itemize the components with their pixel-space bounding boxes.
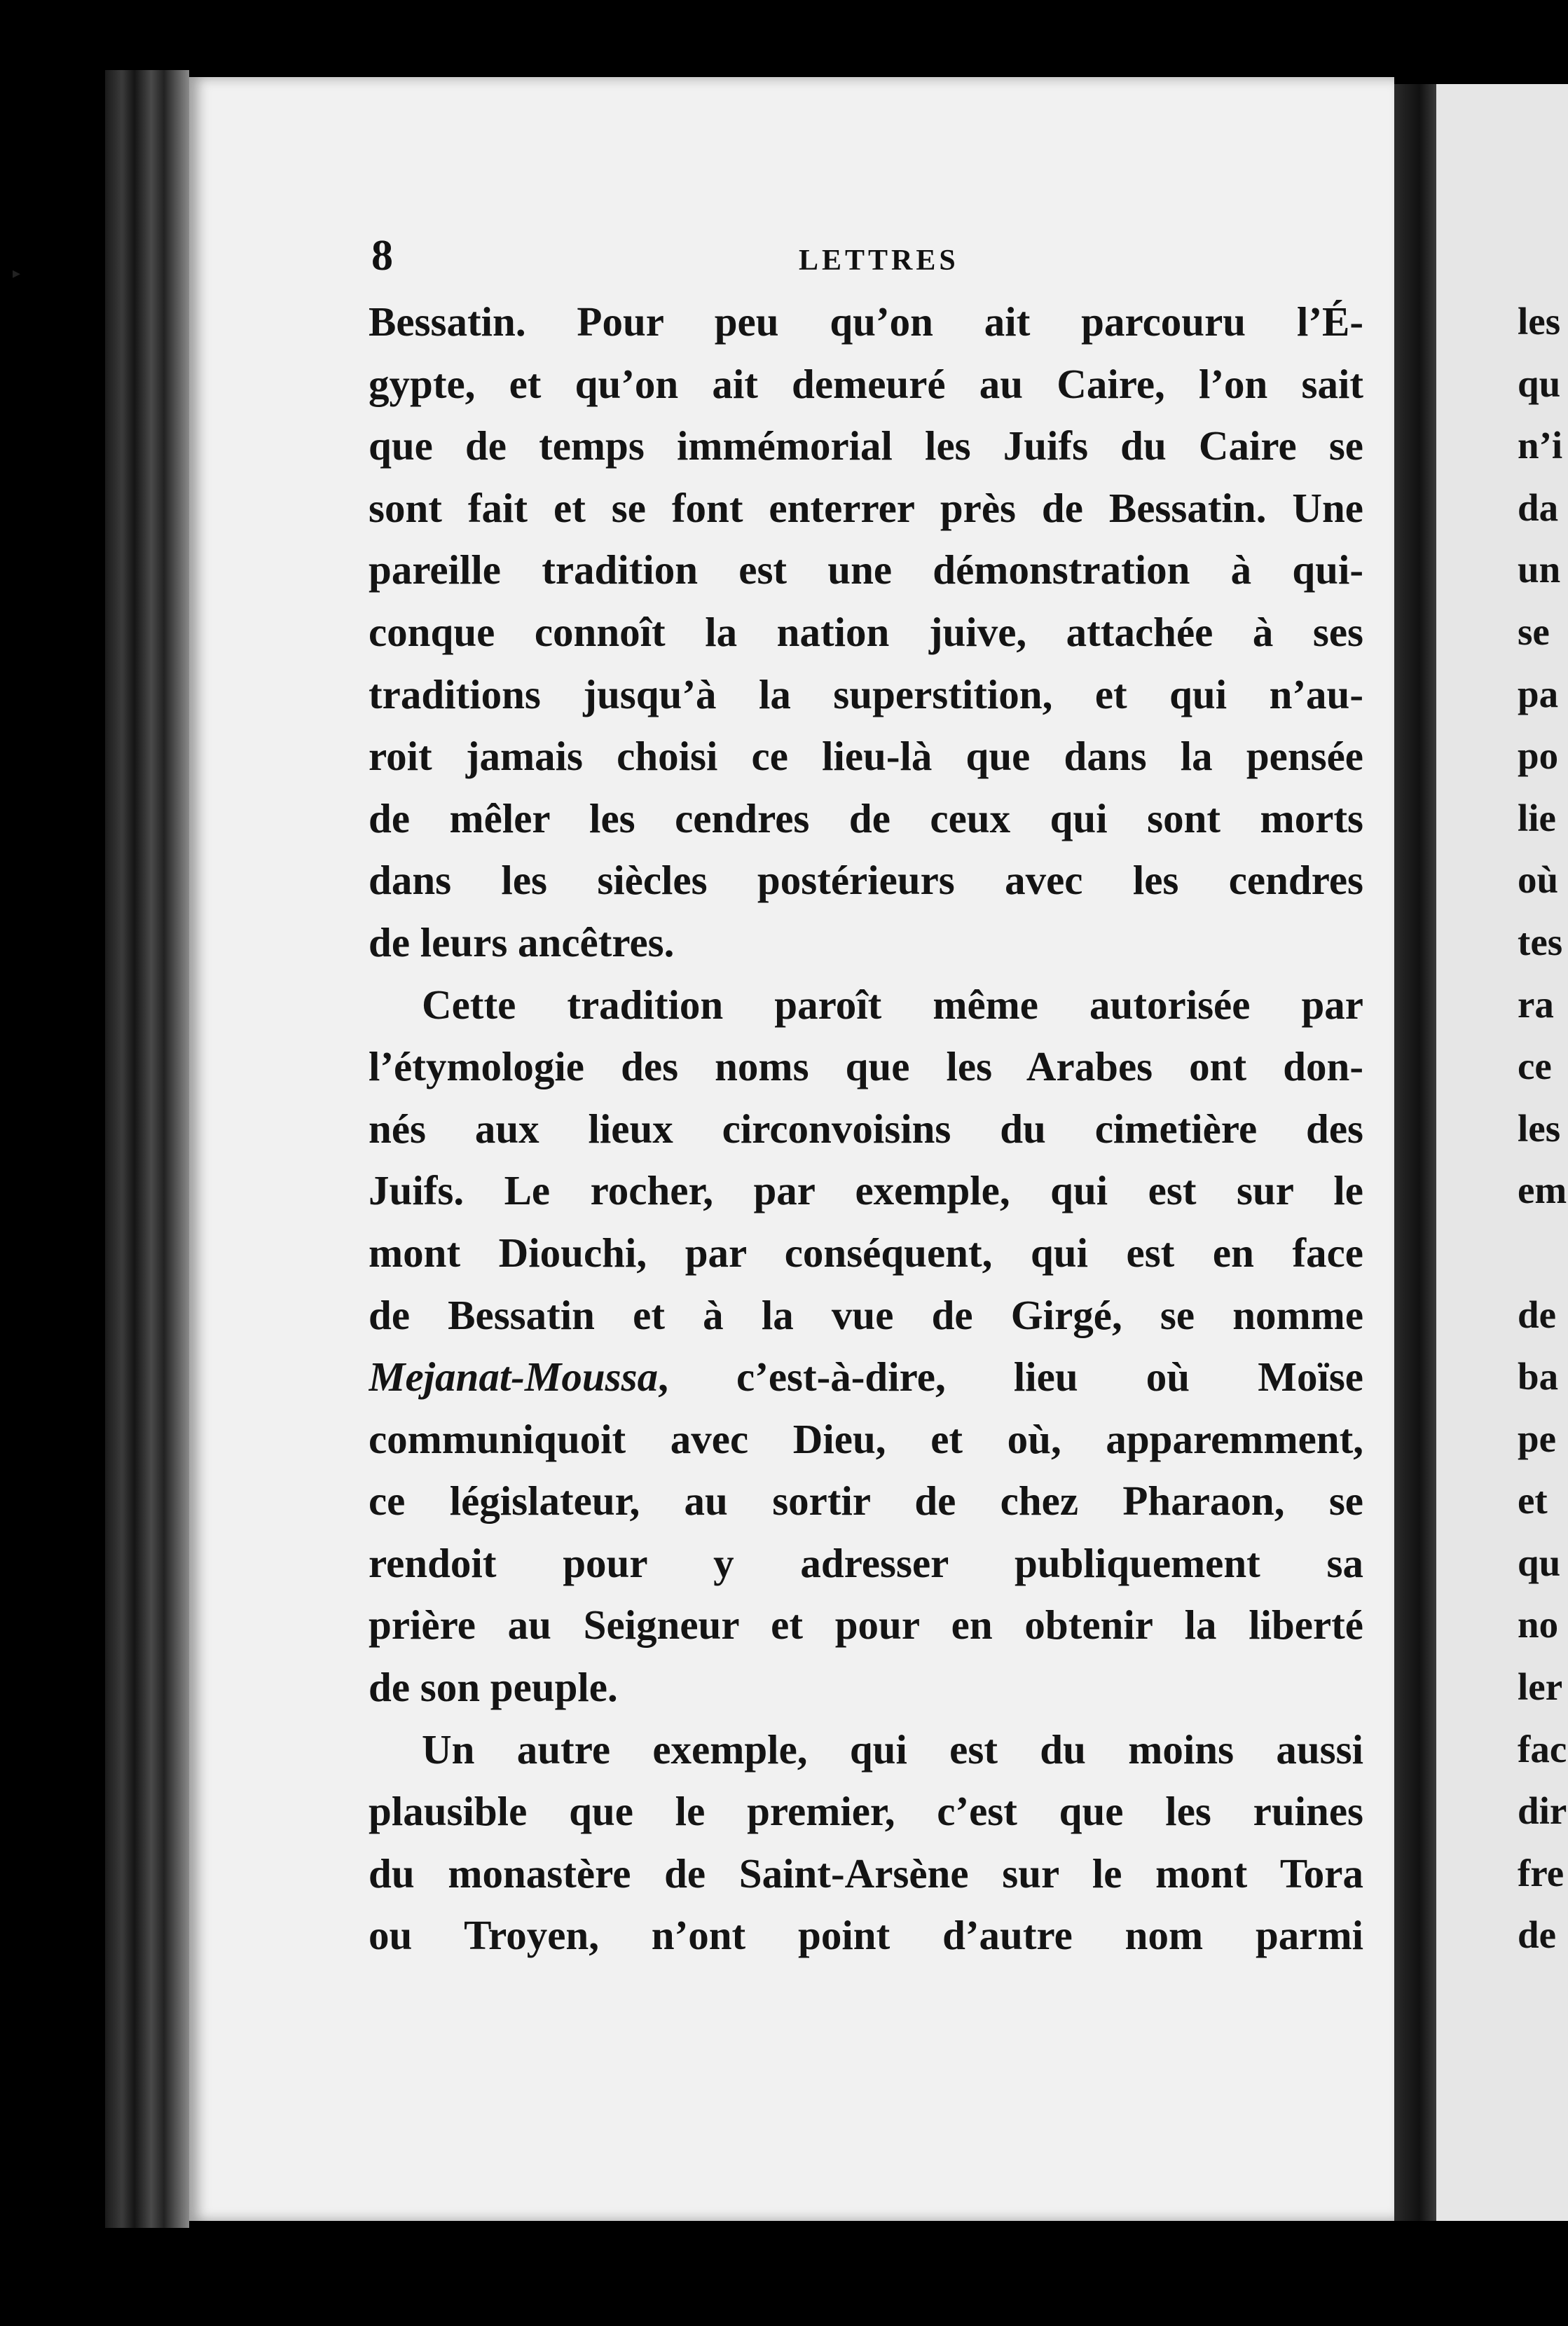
text-line: roit jamais choisi ce lieu-là que dans la pensée bbox=[369, 733, 1363, 780]
fragment: da bbox=[1518, 486, 1559, 529]
text-line: l’étymologie des noms que les Arabes ont don- bbox=[369, 1043, 1363, 1090]
text-line: Bessatin. Pour peu qu’on ait parcouru l’É- bbox=[369, 298, 1363, 345]
fragment: un bbox=[1518, 548, 1561, 591]
text-line: de Bessatin et à la vue de Girgé, se nomme bbox=[369, 1291, 1363, 1338]
text-line: sont fait et se font enterrer près de Bessatin. Une bbox=[369, 484, 1363, 531]
text-line: nés aux lieux circonvoisins du cimetière des bbox=[369, 1105, 1363, 1152]
text-line: pareille tradition est une démonstration à qui- bbox=[369, 546, 1363, 593]
fragment: no bbox=[1518, 1603, 1559, 1646]
page-fold-shadow bbox=[1394, 84, 1436, 2221]
fragment bbox=[1518, 1222, 1568, 1284]
text-line: plausible que le premier, c’est que les ruines bbox=[369, 1788, 1363, 1835]
fragment: et bbox=[1518, 1479, 1548, 1522]
fragment: de bbox=[1518, 1913, 1556, 1957]
text-line: mont Diouchi, par conséquent, qui est en face bbox=[369, 1229, 1363, 1276]
fragment: em bbox=[1518, 1169, 1567, 1212]
book-spine bbox=[105, 70, 189, 2228]
running-head: LETTRES bbox=[799, 245, 959, 277]
text-line: de son peuple. bbox=[369, 1664, 618, 1711]
fragment: pa bbox=[1518, 672, 1559, 715]
scan-speck: ▸ bbox=[13, 265, 21, 282]
text-line: dans les siècles postérieurs avec les cendres bbox=[369, 857, 1363, 904]
text-line: de leurs ancêtres. bbox=[369, 918, 675, 965]
fragment: pe bbox=[1518, 1417, 1556, 1460]
page-header bbox=[371, 231, 1366, 287]
page-number: 8 bbox=[371, 232, 393, 280]
fragment: ra bbox=[1518, 982, 1554, 1026]
text-line: du monastère de Saint-Arsène sur le mont Tora bbox=[369, 1850, 1363, 1897]
fragment: ce bbox=[1518, 1045, 1552, 1088]
text-line: communiquoit avec Dieu, et où, apparemment, bbox=[369, 1415, 1363, 1462]
text-line: ce législateur, au sortir de chez Pharaon, se bbox=[369, 1478, 1363, 1525]
fragment: les bbox=[1518, 300, 1561, 343]
text-line: traditions jusqu’à la superstition, et qui n’au- bbox=[369, 670, 1363, 717]
fragment: ler bbox=[1518, 1665, 1563, 1709]
text-line: de mêler les cendres de ceux qui sont morts bbox=[369, 794, 1363, 841]
fragment: fre bbox=[1518, 1851, 1564, 1894]
fragment: ba bbox=[1518, 1355, 1559, 1398]
body-text bbox=[369, 291, 1363, 1967]
text-line: Cette tradition paroît même autorisée par bbox=[422, 981, 1363, 1028]
text-line-with-italic bbox=[369, 1346, 1363, 1408]
text-line: conque connoît la nation juive, attachée à ses bbox=[369, 608, 1363, 655]
text-line-rest: , c’est-à-dire, lieu où Moïse bbox=[658, 1354, 1363, 1401]
text-line: Juifs. Le rocher, par exemple, qui est sur le bbox=[369, 1167, 1363, 1214]
fragment: fac bbox=[1518, 1727, 1567, 1770]
italic-place-name: Mejanat-Moussa bbox=[369, 1354, 659, 1401]
text-line: Un autre exemple, qui est du moins aussi bbox=[422, 1726, 1363, 1773]
fragment: les bbox=[1518, 1106, 1561, 1150]
text-line: gypte, et qu’on ait demeuré au Caire, l’on sait bbox=[369, 360, 1363, 407]
text-line: prière au Seigneur et pour en obtenir la liberté bbox=[369, 1602, 1363, 1649]
fragment: qu bbox=[1518, 1541, 1561, 1584]
fragment: po bbox=[1518, 734, 1559, 778]
fragment: lie bbox=[1518, 796, 1556, 839]
text-line: rendoit pour y adresser publiquement sa bbox=[369, 1539, 1363, 1586]
fragment: où bbox=[1518, 858, 1559, 902]
fragment: dir bbox=[1518, 1789, 1567, 1833]
fragment: n’i bbox=[1518, 424, 1563, 467]
fragment: qu bbox=[1518, 362, 1561, 405]
next-page-text-fragments bbox=[1518, 291, 1568, 1967]
text-line: ou Troyen, n’ont point d’autre nom parmi bbox=[369, 1912, 1363, 1959]
fragment: tes bbox=[1518, 920, 1563, 963]
fragment: de bbox=[1518, 1293, 1556, 1336]
text-line: que de temps immémorial les Juifs du Caire se bbox=[369, 422, 1363, 469]
fragment: se bbox=[1518, 610, 1550, 653]
